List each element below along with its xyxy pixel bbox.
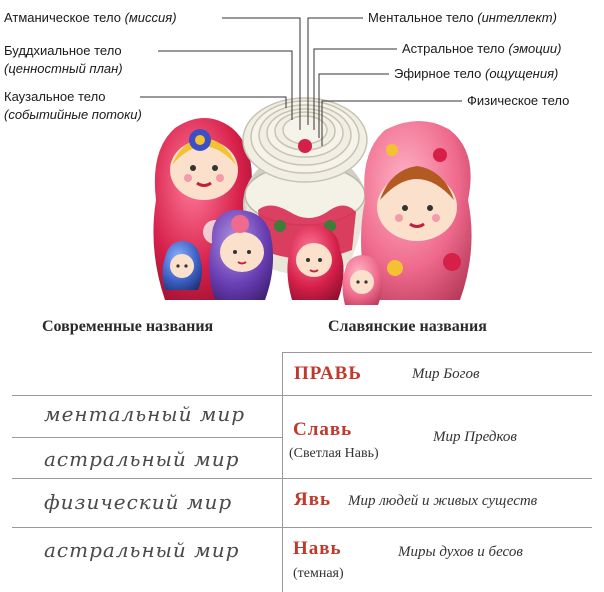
modern-mental-world: ментальный мир: [44, 402, 246, 426]
slavic-slav: Славь: [293, 419, 353, 440]
label-buddhic-body: Буддхиальное тело: [4, 43, 122, 58]
table-divider-vertical: [282, 352, 283, 592]
label-physical-body: Физическое тело: [467, 93, 570, 108]
table-line-inner: [12, 437, 282, 438]
desc-slav: Мир Предков: [433, 429, 517, 445]
modern-physical-world: физический мир: [44, 490, 233, 514]
label-mental-body: Ментальное тело (интеллект): [368, 10, 557, 25]
table-line-3: [12, 527, 592, 528]
slavic-prav: ПРАВЬ: [294, 363, 362, 384]
label-etheric-body: Эфирное тело (ощущения): [394, 66, 559, 81]
doll-medium-violet: [209, 210, 273, 300]
desc-prav: Мир Богов: [412, 366, 480, 382]
table-line-top: [282, 352, 592, 353]
desc-nav: Миры духов и бесов: [398, 544, 523, 560]
label-causal-note: (событийные потоки): [4, 107, 142, 122]
desc-yav: Мир людей и живых существ: [348, 493, 538, 509]
label-astral-body: Астральное тело (эмоции): [402, 41, 562, 56]
modern-astral-world-1: астральный мир: [44, 447, 240, 471]
label-buddhic-note: (ценностный план): [4, 61, 123, 76]
slavic-nav: Навь: [293, 538, 342, 559]
table-line-1: [12, 395, 592, 396]
slavic-nav-note: (темная): [293, 566, 344, 581]
table-line-2: [12, 478, 592, 479]
label-atmanic-body: Атманическое тело (миссия): [4, 10, 177, 25]
modern-astral-world-2: астральный мир: [44, 538, 240, 562]
label-causal-body: Каузальное тело: [4, 89, 106, 104]
doll-small-pink: [343, 255, 383, 305]
header-modern-names: Современные названия: [42, 318, 214, 335]
slavic-slav-note: (Светлая Навь): [289, 446, 379, 461]
header-slavic-names: Славянские названия: [328, 318, 487, 335]
doll-medium-red: [287, 225, 343, 300]
slavic-yav: Явь: [294, 489, 332, 510]
